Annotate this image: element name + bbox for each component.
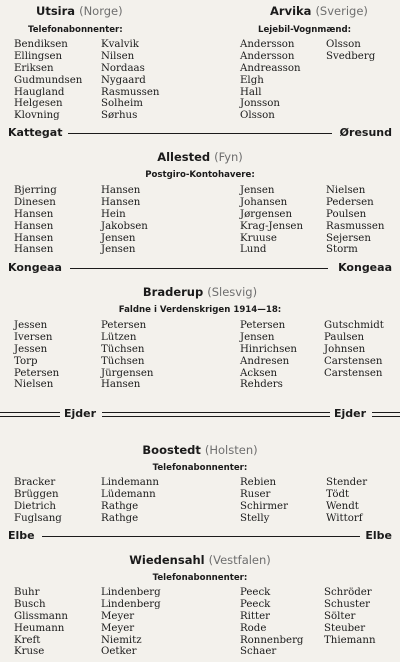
list-item: Hansen [101, 196, 141, 208]
list-item: Solheim [101, 98, 143, 110]
s3-column-2 [101, 320, 153, 391]
s4-column-3 [240, 477, 288, 525]
divider-left-label: Kattegat [8, 126, 63, 139]
list-item: Meyer [101, 622, 135, 634]
allested-region: (Fyn) [214, 150, 243, 164]
divider-left-label: Elbe [8, 529, 35, 542]
braderup-heading [0, 285, 400, 299]
divider-line [68, 133, 332, 134]
list-item: Carstensen [324, 367, 383, 379]
list-item: Gutschmidt [324, 320, 384, 331]
list-item: Jensen [240, 185, 275, 196]
divider-kongeaa [8, 261, 392, 275]
wiedensahl-title: Wiedensahl [129, 553, 205, 567]
divider-right-label: Ejder [334, 407, 367, 420]
list-item: Gudmundsen [14, 74, 83, 86]
s3-column-3 [240, 320, 297, 391]
list-item: Andreasson [240, 62, 301, 74]
divider-line [42, 536, 360, 537]
list-item: Stender [326, 477, 368, 488]
list-item: Rasmussen [101, 86, 160, 98]
list-item: Ritter [240, 610, 271, 622]
list-item: Hansen [101, 185, 141, 196]
list-item: Lund [240, 244, 267, 256]
list-item: Jonsson [240, 98, 280, 110]
list-item: Buhr [14, 587, 40, 598]
list-item: Eriksen [14, 62, 54, 74]
list-item: Kruuse [240, 232, 277, 244]
list-item: Bracker [14, 477, 56, 488]
list-item: Ruser [240, 488, 271, 500]
s4-column-1 [14, 477, 62, 525]
list-item: Hein [101, 208, 126, 220]
list-item: Poulsen [326, 208, 367, 220]
list-item: Lützen [101, 331, 137, 343]
list-item: Petersen [240, 320, 286, 331]
list-item: Busch [14, 598, 46, 610]
list-item: Brüggen [14, 488, 59, 500]
list-item: Fuglsang [14, 512, 62, 524]
list-item: Lindenberg [101, 598, 161, 610]
list-item: Stelly [240, 512, 270, 524]
list-item: Oetker [101, 646, 137, 658]
utsira-region: (Norge) [79, 4, 123, 18]
list-item: Hansen [101, 379, 141, 391]
list-item: Petersen [14, 367, 60, 379]
list-item: Jensen [240, 331, 275, 343]
wiedensahl-heading [0, 553, 400, 567]
list-item: Hansen [14, 244, 54, 256]
s2-column-4 [326, 185, 384, 256]
list-item: Andresen [240, 355, 290, 367]
boostedt-title: Boostedt [142, 443, 201, 457]
s3-column-4 [324, 320, 384, 379]
divider-double-line-mid-bottom [102, 416, 330, 417]
list-item: Bjerring [14, 185, 57, 196]
list-item: Wendt [326, 500, 359, 512]
list-item: Hansen [14, 232, 54, 244]
divider-right-label: Elbe [365, 529, 392, 542]
divider-double-line-left-top [0, 412, 60, 413]
boostedt-subheading: Telefonabonnenter: [152, 463, 248, 473]
s5-column-2 [101, 587, 161, 658]
list-item: Schirmer [240, 500, 288, 512]
list-item: Rehders [240, 379, 283, 391]
list-item: Peeck [240, 598, 271, 610]
arvika-region: (Sverige) [315, 4, 368, 18]
allested-subheading: Postgiro-Kontohavere: [145, 170, 255, 180]
list-item: Meyer [101, 610, 135, 622]
utsira-heading [36, 4, 123, 18]
list-item: Andersson [240, 39, 295, 50]
braderup-region: (Slesvig) [207, 285, 258, 299]
utsira-subheading: Telefonabonnenter: [28, 25, 123, 35]
list-item: Storm [326, 244, 358, 256]
utsira-title: Utsira [36, 4, 76, 18]
list-item: Petersen [101, 320, 147, 331]
list-item: Ronnenberg [240, 634, 304, 646]
list-item: Kruse [14, 646, 45, 658]
list-item: Jørgensen [240, 208, 293, 220]
s1-column-1 [14, 39, 82, 122]
list-item: Thiemann [324, 634, 376, 646]
list-item: Jessen [14, 320, 48, 331]
s2-column-3 [240, 185, 303, 256]
list-item: Jensen [101, 232, 136, 244]
allested-title: Allested [157, 150, 211, 164]
list-item: Steuber [324, 622, 366, 634]
divider-right-label: Øresund [339, 126, 392, 139]
arvika-title: Arvika [270, 4, 312, 18]
list-item: Krag-Jensen [240, 220, 304, 232]
divider-double-line-right-top [372, 412, 400, 413]
list-item: Glissmann [14, 610, 68, 622]
list-item: Svedberg [326, 50, 376, 62]
braderup-title: Braderup [142, 285, 204, 299]
divider-double-line-right-bottom [372, 416, 400, 417]
list-item: Jensen [101, 244, 136, 256]
s1-column-2 [101, 39, 159, 122]
list-item: Tüchsen [101, 343, 145, 355]
list-item: Bendiksen [14, 39, 68, 50]
divider-double-line-mid-top [102, 412, 330, 413]
list-item: Pedersen [326, 196, 374, 208]
list-item: Olsson [326, 39, 361, 50]
list-item: Helgesen [14, 98, 63, 110]
allested-heading [0, 150, 400, 164]
list-item: Ellingsen [14, 50, 63, 62]
list-item: Hall [240, 86, 262, 98]
list-item: Schröder [324, 587, 372, 598]
list-item: Rathge [101, 500, 139, 512]
s4-column-4 [326, 477, 367, 525]
list-item: Hansen [14, 208, 54, 220]
list-item: Sejersen [326, 232, 371, 244]
list-item: Schuster [324, 598, 371, 610]
list-item: Nordaas [101, 62, 145, 74]
wiedensahl-region: (Vestfalen) [208, 553, 271, 567]
list-item: Hinrichsen [240, 343, 297, 355]
list-item: Acksen [240, 367, 278, 379]
list-item: Nygaard [101, 74, 146, 86]
list-item: Tödt [326, 488, 350, 500]
list-item: Olsson [240, 110, 275, 122]
list-item: Carstensen [324, 355, 383, 367]
list-item: Lüdemann [101, 488, 156, 500]
list-item: Elgh [240, 74, 264, 86]
list-item: Iversen [14, 331, 53, 343]
list-item: Hansen [14, 220, 54, 232]
s3-column-1 [14, 320, 59, 391]
list-item: Nilsen [101, 50, 135, 62]
list-item: Jakobsen [101, 220, 148, 232]
divider-left-label: Kongeaa [8, 261, 62, 274]
list-item: Lindemann [101, 477, 159, 488]
list-item: Rathge [101, 512, 139, 524]
list-item: Niemitz [101, 634, 142, 646]
s5-column-1 [14, 587, 68, 658]
list-item: Haugland [14, 86, 65, 98]
list-item: Nielsen [326, 185, 366, 196]
wiedensahl-subheading: Telefonabonnenter: [152, 573, 248, 583]
list-item: Jürgensen [101, 367, 154, 379]
divider-elbe [8, 529, 392, 543]
list-item: Kreft [14, 634, 41, 646]
s5-column-4 [324, 587, 376, 646]
s1-column-3 [240, 39, 301, 122]
list-item: Dietrich [14, 500, 56, 512]
divider-right-label: Kongeaa [338, 261, 392, 274]
list-item: Johansen [240, 196, 288, 208]
s2-column-1 [14, 185, 57, 256]
list-item: Johnsen [324, 343, 366, 355]
list-item: Rasmussen [326, 220, 385, 232]
list-item: Schaer [240, 646, 277, 658]
list-item: Klovning [14, 110, 60, 122]
divider-ejder [8, 407, 392, 421]
list-item: Heumann [14, 622, 65, 634]
s1-column-4 [326, 39, 375, 63]
list-item: Rode [240, 622, 267, 634]
boostedt-heading [0, 443, 400, 457]
divider-line [70, 268, 328, 269]
list-item: Sölter [324, 610, 356, 622]
boostedt-region: (Holsten) [204, 443, 258, 457]
divider-double-line-left-bottom [0, 416, 60, 417]
s5-column-3 [240, 587, 303, 658]
list-item: Rebien [240, 477, 277, 488]
divider-kattegat-oresund [8, 126, 392, 140]
braderup-subheading: Faldne i Verdenskrigen 1914—18: [118, 305, 282, 315]
list-item: Peeck [240, 587, 271, 598]
list-item: Dinesen [14, 196, 56, 208]
list-item: Sørhus [101, 110, 138, 122]
list-item: Lindenberg [101, 587, 161, 598]
list-item: Paulsen [324, 331, 365, 343]
list-item: Jessen [14, 343, 48, 355]
arvika-subheading: Lejebil-Vognmænd: [258, 25, 352, 35]
list-item: Kvalvik [101, 39, 139, 50]
list-item: Tüchsen [101, 355, 145, 367]
list-item: Nielsen [14, 379, 54, 391]
list-item: Wittorf [326, 512, 363, 524]
s2-column-2 [101, 185, 148, 256]
s4-column-2 [101, 477, 159, 525]
list-item: Torp [14, 355, 38, 367]
arvika-heading [270, 4, 368, 18]
list-item: Andersson [240, 50, 295, 62]
divider-left-label: Ejder [64, 407, 97, 420]
